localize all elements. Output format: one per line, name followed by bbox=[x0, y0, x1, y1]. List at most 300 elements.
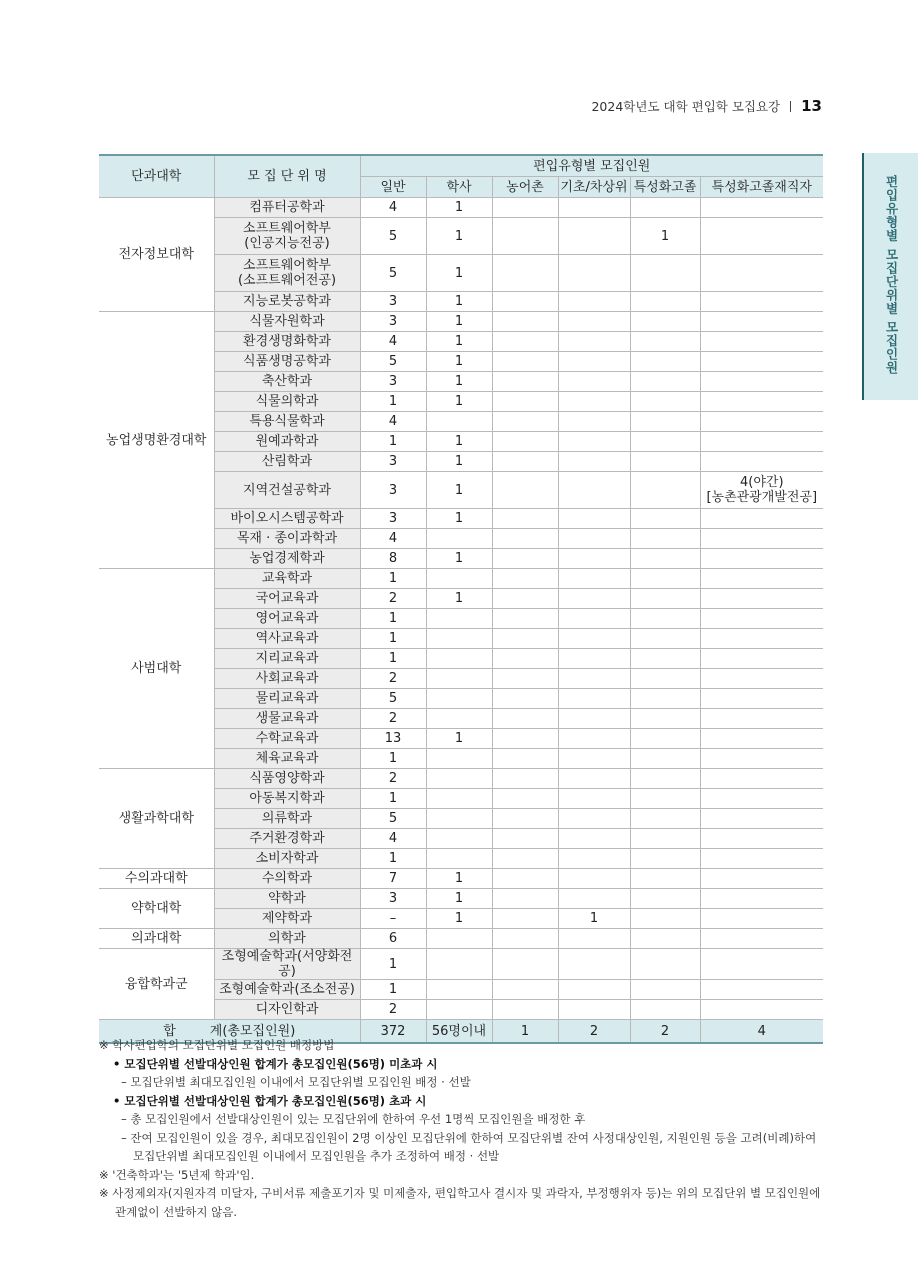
value-cell bbox=[426, 1000, 492, 1020]
total-value: 56명이내 bbox=[426, 1020, 492, 1044]
header-type: 기초/차상위 bbox=[558, 177, 630, 198]
value-cell bbox=[492, 849, 558, 869]
value-cell bbox=[558, 312, 630, 332]
unit-cell: 제약학과 bbox=[214, 909, 360, 929]
value-cell: 1 bbox=[426, 549, 492, 569]
value-cell: 4(야간) [농촌관광개발전공] bbox=[700, 472, 823, 509]
value-cell bbox=[492, 789, 558, 809]
table-row bbox=[99, 769, 823, 789]
unit-cell: 아동복지학과 bbox=[214, 789, 360, 809]
value-cell bbox=[700, 529, 823, 549]
value-cell bbox=[558, 689, 630, 709]
header-type-group: 편입유형별 모집인원 bbox=[360, 155, 823, 177]
value-cell bbox=[492, 392, 558, 412]
header-college: 단과대학 bbox=[99, 155, 214, 198]
footnote-line: • 모집단위별 선발대상인원 합계가 총모집인원(56명) 초과 시 bbox=[99, 1092, 824, 1111]
value-cell bbox=[558, 332, 630, 352]
value-cell bbox=[558, 352, 630, 372]
value-cell bbox=[492, 332, 558, 352]
value-cell: 1 bbox=[360, 949, 426, 980]
value-cell bbox=[492, 569, 558, 589]
value-cell bbox=[492, 649, 558, 669]
value-cell bbox=[558, 569, 630, 589]
value-cell bbox=[700, 312, 823, 332]
value-cell bbox=[492, 352, 558, 372]
value-cell bbox=[426, 849, 492, 869]
value-cell: 1 bbox=[360, 649, 426, 669]
value-cell: 5 bbox=[360, 352, 426, 372]
value-cell bbox=[630, 372, 700, 392]
value-cell bbox=[630, 809, 700, 829]
value-cell bbox=[700, 849, 823, 869]
value-cell bbox=[700, 292, 823, 312]
value-cell: 4 bbox=[360, 198, 426, 218]
value-cell bbox=[558, 432, 630, 452]
unit-cell: 지능로봇공학과 bbox=[214, 292, 360, 312]
value-cell bbox=[630, 889, 700, 909]
value-cell bbox=[492, 629, 558, 649]
table-row bbox=[99, 889, 823, 909]
college-cell: 융합학과군 bbox=[99, 949, 214, 1020]
value-cell bbox=[630, 749, 700, 769]
value-cell bbox=[492, 689, 558, 709]
total-label-b: 계(총모집인원) bbox=[209, 1023, 296, 1039]
value-cell bbox=[630, 589, 700, 609]
college-cell: 약학대학 bbox=[99, 889, 214, 929]
value-cell bbox=[630, 769, 700, 789]
value-cell bbox=[700, 1000, 823, 1020]
unit-cell: 식품생명공학과 bbox=[214, 352, 360, 372]
recruitment-table bbox=[99, 154, 823, 1044]
value-cell: 1 bbox=[426, 332, 492, 352]
footnote-line: – 모집단위별 최대모집인원 이내에서 모집단위별 모집인원 배정 · 선발 bbox=[121, 1075, 471, 1089]
value-cell bbox=[630, 609, 700, 629]
value-cell bbox=[700, 332, 823, 352]
value-cell bbox=[630, 432, 700, 452]
value-cell bbox=[700, 549, 823, 569]
value-cell bbox=[700, 198, 823, 218]
header-type: 특성화고졸 bbox=[630, 177, 700, 198]
value-cell: 1 bbox=[360, 749, 426, 769]
college-cell: 사범대학 bbox=[99, 569, 214, 769]
value-cell bbox=[700, 689, 823, 709]
value-cell bbox=[426, 829, 492, 849]
value-cell bbox=[700, 569, 823, 589]
unit-cell: 체육교육과 bbox=[214, 749, 360, 769]
value-cell: 1 bbox=[360, 629, 426, 649]
value-cell bbox=[630, 689, 700, 709]
value-cell bbox=[700, 889, 823, 909]
value-cell bbox=[558, 452, 630, 472]
unit-cell: 물리교육과 bbox=[214, 689, 360, 709]
value-cell bbox=[426, 412, 492, 432]
value-cell bbox=[630, 929, 700, 949]
page-header bbox=[591, 97, 822, 115]
value-cell bbox=[630, 649, 700, 669]
value-cell bbox=[492, 412, 558, 432]
value-cell bbox=[630, 292, 700, 312]
value-cell: 1 bbox=[426, 392, 492, 412]
value-cell: 3 bbox=[360, 292, 426, 312]
value-cell bbox=[492, 609, 558, 629]
unit-cell: 생물교육과 bbox=[214, 709, 360, 729]
value-cell bbox=[558, 749, 630, 769]
value-cell bbox=[426, 980, 492, 1000]
value-cell bbox=[630, 332, 700, 352]
value-cell bbox=[700, 749, 823, 769]
unit-cell: 수학교육과 bbox=[214, 729, 360, 749]
value-cell: 4 bbox=[360, 332, 426, 352]
value-cell: 2 bbox=[360, 1000, 426, 1020]
value-cell bbox=[558, 629, 630, 649]
value-cell bbox=[558, 472, 630, 509]
header-type: 농어촌 bbox=[492, 177, 558, 198]
value-cell bbox=[492, 452, 558, 472]
header-type: 일반 bbox=[360, 177, 426, 198]
value-cell: 3 bbox=[360, 452, 426, 472]
value-cell bbox=[492, 729, 558, 749]
value-cell bbox=[558, 529, 630, 549]
value-cell bbox=[700, 452, 823, 472]
unit-cell: 목재 · 종이과학과 bbox=[214, 529, 360, 549]
value-cell bbox=[426, 529, 492, 549]
value-cell bbox=[558, 849, 630, 869]
value-cell: 1 bbox=[360, 980, 426, 1000]
total-value: 372 bbox=[360, 1020, 426, 1044]
value-cell bbox=[630, 529, 700, 549]
value-cell bbox=[700, 789, 823, 809]
value-cell bbox=[630, 549, 700, 569]
value-cell bbox=[558, 889, 630, 909]
unit-cell: 산림학과 bbox=[214, 452, 360, 472]
value-cell bbox=[630, 829, 700, 849]
value-cell: 3 bbox=[360, 509, 426, 529]
value-cell bbox=[630, 980, 700, 1000]
value-cell: 3 bbox=[360, 312, 426, 332]
value-cell: 13 bbox=[360, 729, 426, 749]
value-cell bbox=[492, 769, 558, 789]
value-cell bbox=[630, 729, 700, 749]
value-cell bbox=[558, 589, 630, 609]
unit-cell: 식품영양학과 bbox=[214, 769, 360, 789]
value-cell bbox=[558, 255, 630, 292]
unit-cell: 소프트웨어학부 (인공지능전공) bbox=[214, 218, 360, 255]
value-cell: 3 bbox=[360, 372, 426, 392]
value-cell bbox=[426, 689, 492, 709]
unit-cell: 조형예술학과(서양화전공) bbox=[214, 949, 360, 980]
value-cell bbox=[426, 809, 492, 829]
value-cell bbox=[700, 909, 823, 929]
value-cell: 1 bbox=[426, 198, 492, 218]
value-cell bbox=[426, 949, 492, 980]
unit-cell: 국어교육과 bbox=[214, 589, 360, 609]
value-cell bbox=[558, 669, 630, 689]
value-cell bbox=[426, 629, 492, 649]
value-cell bbox=[492, 909, 558, 929]
value-cell bbox=[630, 949, 700, 980]
value-cell bbox=[630, 312, 700, 332]
value-cell bbox=[426, 569, 492, 589]
value-cell bbox=[700, 509, 823, 529]
total-value: 4 bbox=[700, 1020, 823, 1044]
header-unit: 모 집 단 위 명 bbox=[214, 155, 360, 198]
unit-cell: 지역건설공학과 bbox=[214, 472, 360, 509]
value-cell bbox=[558, 549, 630, 569]
value-cell bbox=[558, 509, 630, 529]
value-cell bbox=[492, 749, 558, 769]
value-cell bbox=[492, 869, 558, 889]
value-cell: 1 bbox=[426, 889, 492, 909]
footnote-line: ※ '건축학과'는 '5년제 학과'임. bbox=[99, 1167, 255, 1182]
value-cell bbox=[700, 809, 823, 829]
value-cell bbox=[492, 709, 558, 729]
unit-cell: 농업경제학과 bbox=[214, 549, 360, 569]
value-cell bbox=[700, 432, 823, 452]
unit-cell: 축산학과 bbox=[214, 372, 360, 392]
value-cell bbox=[700, 929, 823, 949]
value-cell bbox=[630, 869, 700, 889]
side-tab-label: 편입유형별 모집단위별 모집인원 bbox=[884, 175, 899, 375]
section-side-tab bbox=[862, 153, 918, 400]
unit-cell: 의류학과 bbox=[214, 809, 360, 829]
value-cell bbox=[700, 218, 823, 255]
footnote-line: ※ 학사편입학의 모집단위별 모집인원 배정방법 bbox=[99, 1038, 335, 1052]
value-cell: 1 bbox=[426, 452, 492, 472]
unit-cell: 주거환경학과 bbox=[214, 829, 360, 849]
value-cell: 6 bbox=[360, 929, 426, 949]
unit-cell: 조형예술학과(조소전공) bbox=[214, 980, 360, 1000]
value-cell bbox=[700, 372, 823, 392]
table-row bbox=[99, 869, 823, 889]
value-cell bbox=[630, 629, 700, 649]
value-cell: 2 bbox=[360, 769, 426, 789]
value-cell bbox=[558, 949, 630, 980]
value-cell: 1 bbox=[360, 789, 426, 809]
value-cell bbox=[630, 412, 700, 432]
value-cell bbox=[630, 198, 700, 218]
value-cell: 1 bbox=[426, 292, 492, 312]
unit-cell: 소프트웨어학부 (소프트웨어전공) bbox=[214, 255, 360, 292]
value-cell bbox=[492, 292, 558, 312]
value-cell bbox=[630, 669, 700, 689]
value-cell bbox=[630, 472, 700, 509]
value-cell bbox=[492, 472, 558, 509]
value-cell bbox=[700, 869, 823, 889]
value-cell bbox=[558, 869, 630, 889]
value-cell: 5 bbox=[360, 218, 426, 255]
header-type: 특성화고졸재직자 bbox=[700, 177, 823, 198]
value-cell bbox=[630, 452, 700, 472]
value-cell: 4 bbox=[360, 529, 426, 549]
college-cell: 수의과대학 bbox=[99, 869, 214, 889]
table-row bbox=[99, 949, 823, 980]
value-cell bbox=[630, 352, 700, 372]
header-type: 학사 bbox=[426, 177, 492, 198]
footnote-line: – 잔여 모집인원이 있을 경우, 최대모집인원이 2명 이상인 모집단위에 한하여 모집단위별 잔여 사정대상인원, 지원인원 등을 고려(비례)하여 모집단위별 최대모집인원 이내에서 모집인원을 추가 조정하여 배정 · 선발 bbox=[121, 1130, 817, 1163]
value-cell bbox=[700, 709, 823, 729]
value-cell: 1 bbox=[426, 472, 492, 509]
unit-cell: 환경생명화학과 bbox=[214, 332, 360, 352]
value-cell bbox=[558, 292, 630, 312]
value-cell: 3 bbox=[360, 472, 426, 509]
footnote-line: ※ 사정제외자(지원자격 미달자, 구비서류 제출포기자 및 미제출자, 편입학고사 결시자 및 과락자, 부정행위자 등)는 위의 모집단위 별 모집인원에 관계없이 선발하지 않음. bbox=[99, 1186, 821, 1219]
value-cell: – bbox=[360, 909, 426, 929]
value-cell bbox=[492, 549, 558, 569]
value-cell: 8 bbox=[360, 549, 426, 569]
value-cell: 1 bbox=[558, 909, 630, 929]
footnote-line: • 모집단위별 선발대상인원 합계가 총모집인원(56명) 미초과 시 bbox=[99, 1055, 824, 1074]
footnotes bbox=[99, 1036, 824, 1221]
value-cell bbox=[630, 569, 700, 589]
page-number: 13 bbox=[801, 97, 822, 115]
value-cell: 1 bbox=[426, 218, 492, 255]
value-cell bbox=[492, 312, 558, 332]
value-cell bbox=[558, 929, 630, 949]
value-cell: 7 bbox=[360, 869, 426, 889]
unit-cell: 약학과 bbox=[214, 889, 360, 909]
unit-cell: 사회교육과 bbox=[214, 669, 360, 689]
value-cell bbox=[700, 589, 823, 609]
value-cell bbox=[558, 609, 630, 629]
value-cell bbox=[492, 1000, 558, 1020]
document-title: 2024학년도 대학 편입학 모집요강 bbox=[591, 99, 781, 114]
value-cell bbox=[700, 729, 823, 749]
value-cell bbox=[700, 769, 823, 789]
value-cell bbox=[492, 929, 558, 949]
value-cell bbox=[492, 372, 558, 392]
value-cell bbox=[630, 509, 700, 529]
value-cell bbox=[492, 669, 558, 689]
unit-cell: 특용식물학과 bbox=[214, 412, 360, 432]
unit-cell: 교육학과 bbox=[214, 569, 360, 589]
college-cell: 농업생명환경대학 bbox=[99, 312, 214, 569]
value-cell bbox=[700, 392, 823, 412]
unit-cell: 의학과 bbox=[214, 929, 360, 949]
table-row bbox=[99, 569, 823, 589]
value-cell bbox=[700, 980, 823, 1000]
unit-cell: 컴퓨터공학과 bbox=[214, 198, 360, 218]
value-cell bbox=[700, 412, 823, 432]
value-cell bbox=[426, 789, 492, 809]
value-cell bbox=[700, 629, 823, 649]
value-cell bbox=[492, 218, 558, 255]
value-cell bbox=[630, 255, 700, 292]
value-cell bbox=[630, 392, 700, 412]
value-cell bbox=[426, 669, 492, 689]
value-cell bbox=[558, 198, 630, 218]
value-cell: 3 bbox=[360, 889, 426, 909]
value-cell: 4 bbox=[360, 829, 426, 849]
value-cell bbox=[492, 949, 558, 980]
value-cell bbox=[558, 729, 630, 749]
value-cell: 1 bbox=[360, 392, 426, 412]
header-divider bbox=[790, 101, 791, 112]
value-cell: 1 bbox=[360, 609, 426, 629]
value-cell: 1 bbox=[426, 869, 492, 889]
table-row bbox=[99, 198, 823, 218]
value-cell bbox=[558, 392, 630, 412]
value-cell: 1 bbox=[426, 589, 492, 609]
value-cell bbox=[492, 980, 558, 1000]
value-cell: 2 bbox=[360, 589, 426, 609]
college-cell: 의과대학 bbox=[99, 929, 214, 949]
value-cell bbox=[558, 372, 630, 392]
value-cell: 1 bbox=[360, 432, 426, 452]
total-value: 1 bbox=[492, 1020, 558, 1044]
value-cell: 1 bbox=[426, 432, 492, 452]
value-cell: 1 bbox=[630, 218, 700, 255]
table-row bbox=[99, 929, 823, 949]
value-cell bbox=[426, 709, 492, 729]
college-cell: 전자정보대학 bbox=[99, 198, 214, 312]
value-cell bbox=[492, 829, 558, 849]
value-cell: 1 bbox=[426, 729, 492, 749]
value-cell bbox=[630, 849, 700, 869]
value-cell bbox=[492, 255, 558, 292]
unit-cell: 디자인학과 bbox=[214, 1000, 360, 1020]
value-cell: 1 bbox=[426, 372, 492, 392]
total-label-a: 합 bbox=[163, 1023, 176, 1039]
value-cell bbox=[426, 749, 492, 769]
value-cell: 1 bbox=[426, 255, 492, 292]
value-cell bbox=[558, 809, 630, 829]
value-cell bbox=[492, 809, 558, 829]
value-cell bbox=[492, 432, 558, 452]
value-cell bbox=[426, 769, 492, 789]
value-cell: 2 bbox=[360, 669, 426, 689]
footnote-line: – 총 모집인원에서 선발대상인원이 있는 모집단위에 한하여 우선 1명씩 모집인원을 배정한 후 bbox=[121, 1112, 586, 1126]
value-cell bbox=[630, 909, 700, 929]
value-cell bbox=[630, 709, 700, 729]
value-cell: 4 bbox=[360, 412, 426, 432]
value-cell bbox=[492, 589, 558, 609]
total-value: 2 bbox=[558, 1020, 630, 1044]
value-cell bbox=[700, 829, 823, 849]
value-cell bbox=[558, 789, 630, 809]
value-cell bbox=[558, 829, 630, 849]
value-cell: 1 bbox=[426, 352, 492, 372]
value-cell: 2 bbox=[360, 709, 426, 729]
value-cell: 1 bbox=[426, 909, 492, 929]
value-cell bbox=[700, 255, 823, 292]
value-cell: 5 bbox=[360, 809, 426, 829]
value-cell: 1 bbox=[426, 509, 492, 529]
value-cell: 1 bbox=[426, 312, 492, 332]
unit-cell: 수의학과 bbox=[214, 869, 360, 889]
value-cell bbox=[700, 949, 823, 980]
value-cell bbox=[558, 218, 630, 255]
total-value: 2 bbox=[630, 1020, 700, 1044]
value-cell bbox=[558, 1000, 630, 1020]
value-cell: 5 bbox=[360, 689, 426, 709]
value-cell: 1 bbox=[360, 849, 426, 869]
table-row bbox=[99, 312, 823, 332]
unit-cell: 바이오시스템공학과 bbox=[214, 509, 360, 529]
value-cell bbox=[700, 669, 823, 689]
value-cell bbox=[630, 1000, 700, 1020]
unit-cell: 식물자원학과 bbox=[214, 312, 360, 332]
value-cell bbox=[492, 529, 558, 549]
value-cell: 5 bbox=[360, 255, 426, 292]
value-cell bbox=[558, 709, 630, 729]
value-cell bbox=[426, 929, 492, 949]
value-cell bbox=[492, 889, 558, 909]
unit-cell: 영어교육과 bbox=[214, 609, 360, 629]
value-cell bbox=[700, 609, 823, 629]
unit-cell: 역사교육과 bbox=[214, 629, 360, 649]
value-cell bbox=[558, 769, 630, 789]
value-cell bbox=[492, 198, 558, 218]
